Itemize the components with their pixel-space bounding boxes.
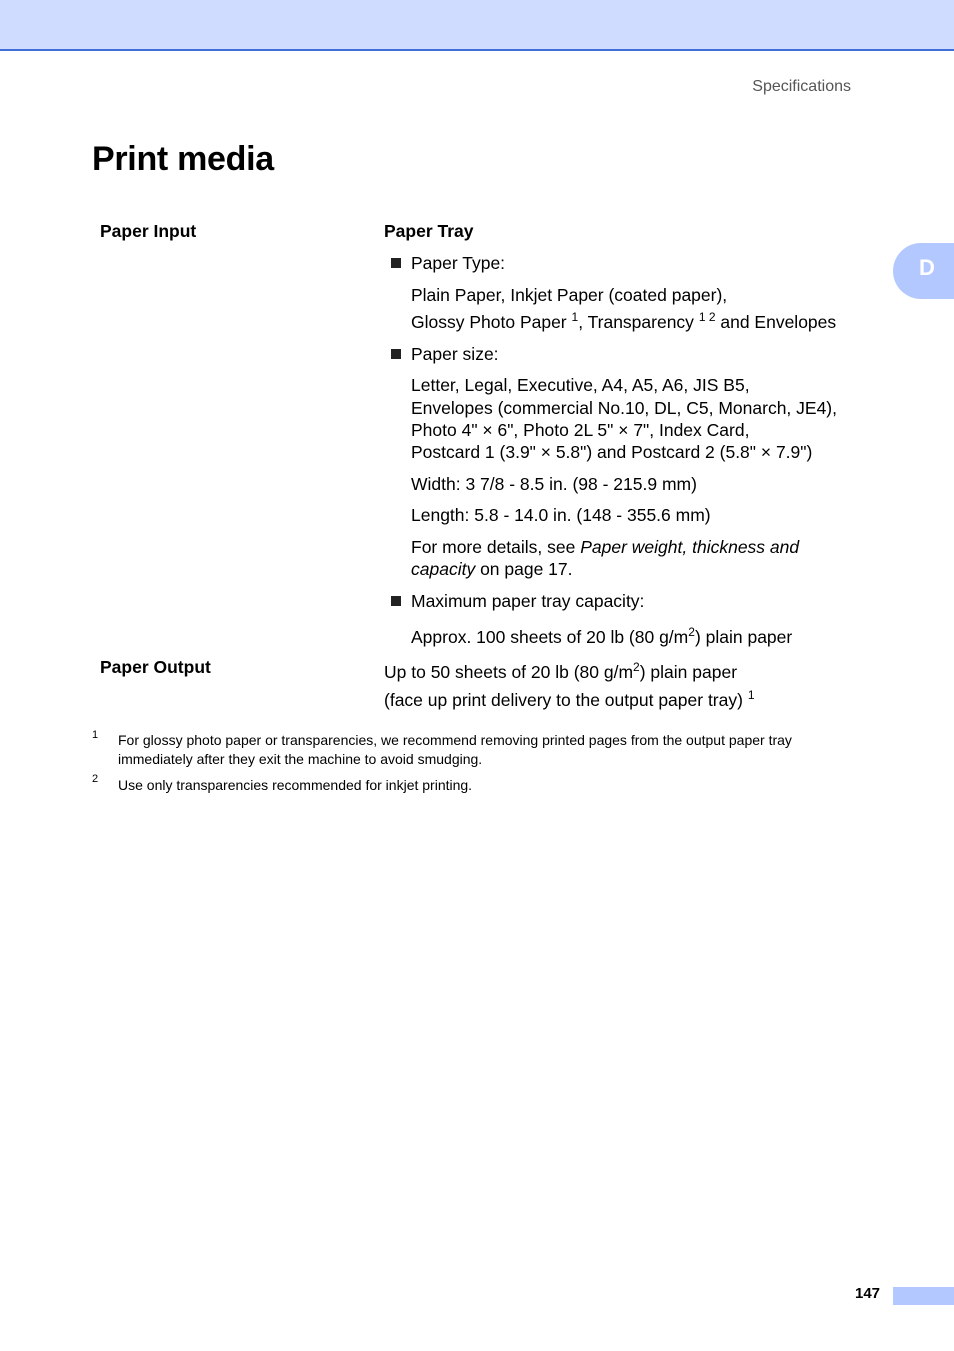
- details-link[interactable]: capacity: [411, 559, 476, 579]
- footnote-text: immediately after they exit the machine to avoid smudging.: [118, 751, 483, 767]
- paper-output-line2: (face up print delivery to the output paper tray) $^1$: [384, 688, 755, 710]
- top-header-band: [0, 0, 954, 51]
- footnote-number: 2: [92, 773, 99, 785]
- bullet-square-icon: [391, 596, 401, 606]
- paper-input-label: Paper Input: [100, 221, 197, 241]
- details-link[interactable]: Paper weight, thickness and: [580, 537, 800, 557]
- paper-length: Length: 5.8 - 14.0 in. (148 - 355.6 mm): [411, 505, 711, 525]
- paper-size-line2: Envelopes (commercial No.10, DL, C5, Monarch, JE4),: [411, 398, 837, 418]
- capacity-label: Maximum paper tray capacity:: [411, 591, 645, 611]
- page-title: Print media: [92, 140, 274, 178]
- paper-output-label: Paper Output: [100, 657, 211, 677]
- paper-size-line1: Letter, Legal, Executive, A4, A5, A6, JIS B5,: [411, 375, 750, 395]
- paper-output-line1: Up to 50 sheets of 20 lb (80 $g/m^2$) plain paper: [384, 660, 738, 682]
- paper-size-label: Paper size:: [411, 344, 499, 364]
- paper-size-line3: Photo 4" × 6", Photo 2L 5" × 7", Index Card,: [411, 420, 750, 440]
- capacity-value: Approx. 100 sheets of 20 lb (80 $g/m^2$) plain paper: [411, 625, 793, 647]
- paper-type-line2: Glossy Photo Paper $^1$, Transparency $^{1 2}$ and Envelopes: [411, 310, 837, 332]
- paper-width: Width: 3 7/8 - 8.5 in. (98 - 215.9 mm): [411, 474, 697, 494]
- bullet-square-icon: [391, 258, 401, 268]
- footnote-text: Use only transparencies recommended for inkjet printing.: [118, 777, 473, 793]
- details-line2: capacity on page 17.: [411, 559, 573, 579]
- page-number: 147: [855, 1285, 881, 1302]
- footer-bar: [893, 1287, 954, 1305]
- paper-tray-heading: Paper Tray: [384, 221, 474, 241]
- footnote-ref[interactable]: 1: [571, 310, 579, 324]
- paper-type-line1: Plain Paper, Inkjet Paper (coated paper),: [411, 285, 728, 305]
- chapter-tab-letter: D: [919, 255, 935, 280]
- chapter-tab[interactable]: [893, 243, 954, 299]
- footnote-text: For glossy photo paper or transparencies, we recommend removing printed pages from the output paper tray: [118, 732, 792, 748]
- paper-size-line4: Postcard 1 (3.9" × 5.8") and Postcard 2 (5.8" × 7.9"): [411, 442, 813, 462]
- footnote-ref[interactable]: 1: [747, 688, 755, 702]
- footnote-number: 1: [92, 729, 99, 741]
- bullet-square-icon: [391, 349, 401, 359]
- details-line1: For more details, see Paper weight, thickness and: [411, 537, 800, 557]
- footnote-ref[interactable]: 1 2: [698, 310, 716, 324]
- running-header: Specifications: [752, 78, 851, 95]
- paper-type-label: Paper Type:: [411, 253, 506, 273]
